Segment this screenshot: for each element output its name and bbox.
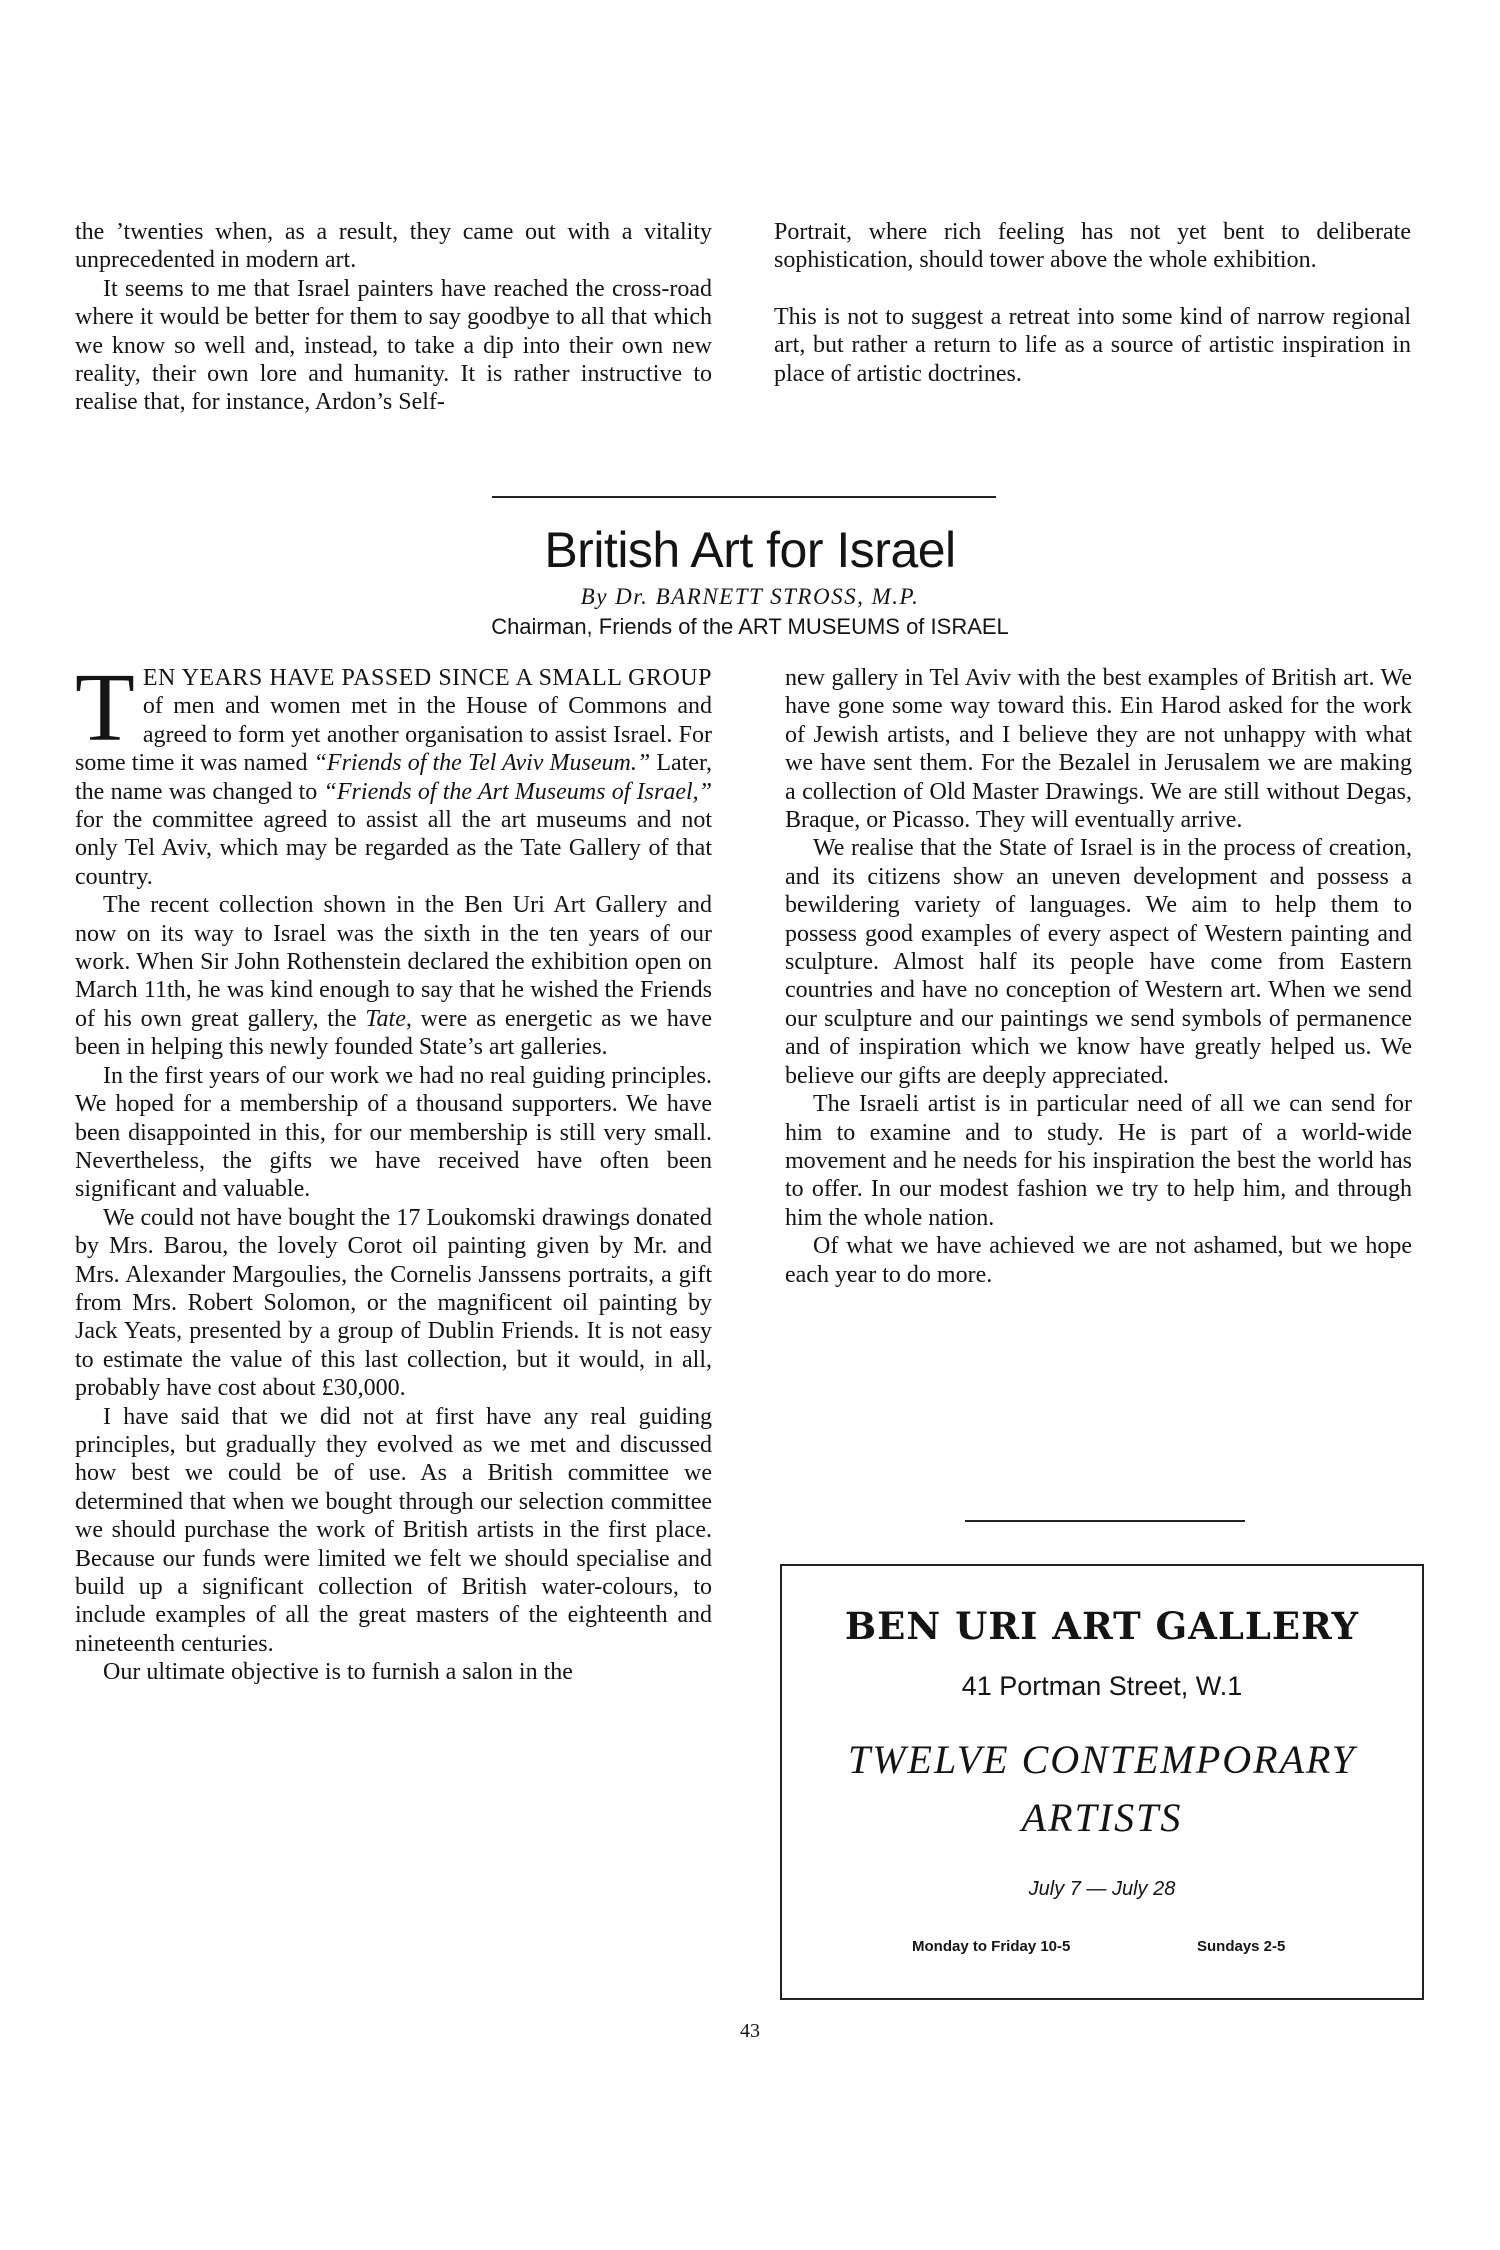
weekday-hours: Monday to Friday 10-5: [912, 1938, 1071, 1955]
lead-italic-name: “Friends of the Art Museums of Israel,”: [323, 778, 712, 805]
article-paragraph: new gallery in Tel Aviv with the best examples of British art. We have gone some way toward this. Ein Harod asked for the work of Jewish artists, and I believe they are not unhappy with what we have sent them. For the Bezalel in Jerusalem we are making a collection of Old Master Drawings. We are still without Degas, Braque, or Picasso. They will eventually arrive.: [785, 665, 1412, 834]
article-paragraph: The Israeli artist is in particular need of all we can send for him to examine and to study. He is part of a world-wide movement and he needs for his inspiration the best the world has to offer. In our modest fashion we try to help him, and through him the whole nation.: [785, 1091, 1412, 1231]
article-lead-paragraph: [75, 654, 712, 891]
article-left-column: [75, 654, 712, 1687]
article-end-divider: [965, 1520, 1245, 1522]
exhibition-title: [782, 1731, 1422, 1847]
continuation-left-column: [75, 218, 712, 417]
sunday-hours: Sundays 2-5: [1197, 1938, 1286, 1955]
lead-text: for the committee agreed to assist all the art museums and not only Tel Aviv, which may be regarded as the Tate Gallery of that country.: [75, 807, 712, 890]
exhibition-title-line: TWELVE CONTEMPORARY: [847, 1737, 1357, 1782]
paragraph-text: were as energetic as we have been in helping this newly founded State’s art galleries.: [75, 1005, 712, 1061]
lead-text: Later, the name was changed to: [75, 750, 712, 805]
article-byline: By Dr. BARNETT STROSS, M.P.: [580, 584, 920, 609]
article-title: British Art for Israel: [544, 522, 956, 578]
continuation-paragraph: the ’twenties when, as a result, they came out with a vitality unprecedented in modern art.: [75, 219, 712, 274]
continuation-paragraph: Portrait, where rich feeling has not yet bent to deliberate sophistication, should tower above the whole exhibition.: [774, 219, 1411, 274]
continuation-paragraph: It seems to me that Israel painters have reached the cross-road where it would be better for them to say goodbye to all that which we know so well and, instead, to take a dip into their own new reality, their own lore and humanity. It is rather instructive to realise that, for instance, Ardon’s Self-: [75, 275, 712, 416]
lead-italic-name: “Friends of the Tel Aviv Museum.”: [313, 750, 651, 777]
continuation-right-column: [774, 218, 1411, 388]
article-paragraph: Of what we have achieved we are not ashamed, but we hope each year to do more.: [785, 1233, 1412, 1288]
article-paragraph: In the first years of our work we had no real guiding principles. We hoped for a membership of a thousand supporters. We have been disappointed in this, for our membership is still very small. Nevertheless, the gifts we have received have often been significant and valuable.: [75, 1062, 712, 1203]
article-paragraph: Our ultimate objective is to furnish a salon in the: [103, 1659, 573, 1686]
gallery-name: BEN URI ART GALLERY: [844, 1604, 1360, 1648]
drop-cap: T: [75, 654, 135, 762]
exhibition-dates: July 7 — July 28: [1028, 1878, 1176, 1900]
lead-in-caps: EN YEARS HAVE PASSED SINCE A SMALL GROUP: [142, 665, 712, 691]
gallery-advertisement: [780, 1564, 1424, 2000]
paragraph-italic: Tate,: [365, 1005, 412, 1032]
gallery-address: 41 Portman Street, W.1: [961, 1671, 1243, 1701]
article-right-column: [785, 664, 1412, 1289]
author-affiliation: Chairman, Friends of the ART MUSEUMS of ISRAEL: [491, 614, 1009, 639]
page-number: 43: [740, 2020, 760, 2042]
exhibition-title-line: ARTISTS: [1021, 1795, 1183, 1840]
article-paragraph: I have said that we did not at first have any real guiding principles, but gradually they evolved as we met and discussed how best we could be of use. As a British committee we determined that when we bought through our selection committee we should purchase the work of British artists in the first place. Because our funds were limited we felt we should specialise and build up a significant collection of British water-colours, to include examples of all the great masters of the eighteenth and nineteenth centuries.: [75, 1403, 712, 1657]
paragraph-text: The recent collection shown in the Ben Uri Art Gallery and now on its way to Israel was the sixth in the ten years of our work. When Sir John Rothenstein declared the exhibition open on March 11th, he was kind enough to say that he wished the Friends of his own great gallery, the: [75, 892, 712, 1032]
article-paragraph: We realise that the State of Israel is in the process of creation, and its citizens show an uneven development and possess a bewildering variety of languages. We aim to help them to possess good examples of every aspect of Western painting and sculpture. Almost half its people have come from Eastern countries and have no conception of Western art. When we send our sculpture and our paintings we send symbols of permanence and of inspiration which we know have greatly helped us. We believe our gifts are deeply appreciated.: [785, 835, 1412, 1089]
section-divider: [492, 496, 996, 498]
continuation-paragraph: This is not to suggest a retreat into some kind of narrow regional art, but rather a return to life as a source of artistic inspiration in place of artistic doctrines.: [774, 303, 1411, 387]
article-paragraph: [75, 891, 712, 1061]
lead-text: of men and women met in the House of Commons and agreed to form yet another organisation to assist Israel. For some time it was named: [75, 693, 712, 777]
article-paragraph: We could not have bought the 17 Loukomski drawings donated by Mrs. Barou, the lovely Corot oil painting given by Mr. and Mrs. Alexander Margoulies, the Cornelis Janssens portraits, a gift from Mrs. Robert Solomon, or the magnificent oil painting by Jack Yeats, presented by a group of Dublin Friends. It is not easy to estimate the value of this last collection, but it would, in all, probably have cost about £30,000.: [75, 1204, 712, 1402]
